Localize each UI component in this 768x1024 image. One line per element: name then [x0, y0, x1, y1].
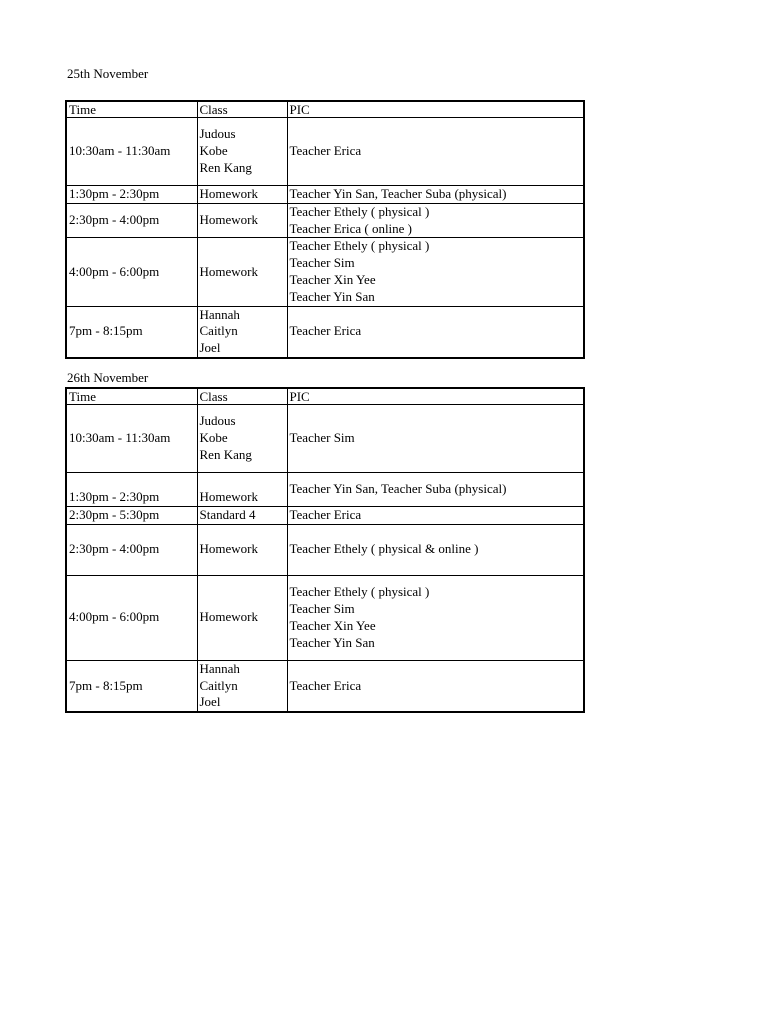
cell-pic — [287, 118, 584, 186]
pic-line: Teacher Ethely ( physical ) — [289, 584, 430, 600]
pic-line: Teacher Yin San — [289, 288, 375, 304]
class-line: Standard 4 — [199, 507, 256, 522]
cell-class — [197, 238, 287, 306]
table-row — [66, 203, 584, 238]
header-pic: PIC — [287, 101, 584, 118]
table-row — [66, 118, 584, 186]
class-line: Kobe — [199, 143, 228, 159]
cell-class — [197, 473, 287, 507]
table-header-row — [66, 101, 584, 118]
class-line: Homework — [199, 609, 258, 625]
pic-line: Teacher Ethely ( physical ) — [289, 203, 430, 219]
class-line: Hannah — [199, 660, 240, 676]
schedule-table-1 — [65, 100, 585, 359]
pic-line: Teacher Sim — [289, 430, 355, 446]
table-row — [66, 575, 584, 660]
table-row — [66, 507, 584, 525]
cell-time: 1:30pm - 2:30pm — [66, 473, 197, 507]
class-line: Hannah — [199, 306, 240, 322]
schedule-table-2 — [65, 387, 585, 713]
cell-pic — [287, 507, 584, 525]
cell-pic — [287, 473, 584, 507]
header-time: Time — [66, 388, 197, 405]
cell-pic — [287, 238, 584, 306]
pic-line: Teacher Xin Yee — [289, 271, 376, 287]
pic-line: Teacher Yin San, Teacher Suba (physical) — [289, 186, 507, 201]
class-line: Judous — [199, 413, 236, 429]
table-row — [66, 405, 584, 473]
pic-line: Teacher Erica — [289, 677, 362, 693]
pic-line: Teacher Xin Yee — [289, 617, 376, 633]
table-row — [66, 473, 584, 507]
pic-line: Teacher Yin San — [289, 634, 375, 650]
class-line: Ren Kang — [199, 159, 252, 175]
cell-time: 2:30pm - 4:00pm — [66, 524, 197, 575]
class-line: Homework — [199, 186, 258, 201]
cell-pic — [287, 186, 584, 204]
class-line: Caitlyn — [199, 323, 238, 339]
header-class: Class — [197, 101, 287, 118]
day-heading-1: 25th November — [67, 66, 149, 81]
pic-line: Teacher Sim — [289, 255, 355, 271]
cell-time: 2:30pm - 5:30pm — [66, 507, 197, 525]
class-line: Judous — [199, 126, 236, 142]
cell-time: 10:30am - 11:30am — [66, 405, 197, 473]
class-line: Joel — [199, 694, 221, 710]
cell-time: 4:00pm - 6:00pm — [66, 575, 197, 660]
class-line: Homework — [199, 212, 258, 228]
pic-line: Teacher Erica — [289, 323, 362, 339]
pic-line: Teacher Ethely ( physical ) — [289, 238, 430, 254]
cell-pic — [287, 575, 584, 660]
cell-pic — [287, 306, 584, 358]
pic-line: Teacher Erica ( online ) — [289, 220, 413, 236]
pic-line: Teacher Sim — [289, 601, 355, 616]
cell-time: 7pm - 8:15pm — [66, 306, 197, 358]
cell-pic — [287, 660, 584, 712]
cell-class — [197, 306, 287, 358]
cell-time: 7pm - 8:15pm — [66, 660, 197, 712]
table-row — [66, 660, 584, 712]
cell-class — [197, 524, 287, 575]
cell-pic — [287, 524, 584, 575]
class-line: Ren Kang — [199, 446, 252, 462]
pic-line: Teacher Yin San, Teacher Suba (physical) — [289, 481, 507, 497]
cell-class — [197, 660, 287, 712]
day-heading-2: 26th November — [67, 370, 149, 385]
header-pic: PIC — [287, 388, 584, 405]
class-line: Homework — [199, 263, 258, 279]
cell-class — [197, 405, 287, 473]
class-line: Kobe — [199, 430, 228, 446]
table-row — [66, 238, 584, 306]
pic-line: Teacher Ethely ( physical & online ) — [289, 541, 479, 557]
table-header-row — [66, 388, 584, 405]
class-line: Homework — [199, 541, 258, 557]
cell-time: 10:30am - 11:30am — [66, 118, 197, 186]
header-time: Time — [66, 101, 197, 118]
cell-class — [197, 575, 287, 660]
cell-time: 1:30pm - 2:30pm — [66, 186, 197, 204]
cell-pic — [287, 203, 584, 238]
table-row — [66, 524, 584, 575]
pic-line: Teacher Erica — [289, 143, 362, 159]
table-row — [66, 306, 584, 358]
cell-pic — [287, 405, 584, 473]
header-class: Class — [197, 388, 287, 405]
class-line: Homework — [199, 489, 258, 505]
pic-line: Teacher Erica — [289, 507, 362, 522]
cell-time: 4:00pm - 6:00pm — [66, 238, 197, 306]
cell-class — [197, 203, 287, 238]
class-line: Caitlyn — [199, 677, 238, 693]
cell-class — [197, 186, 287, 204]
class-line: Joel — [199, 340, 221, 356]
cell-class — [197, 507, 287, 525]
cell-time: 2:30pm - 4:00pm — [66, 203, 197, 238]
table-row — [66, 186, 584, 204]
cell-class — [197, 118, 287, 186]
